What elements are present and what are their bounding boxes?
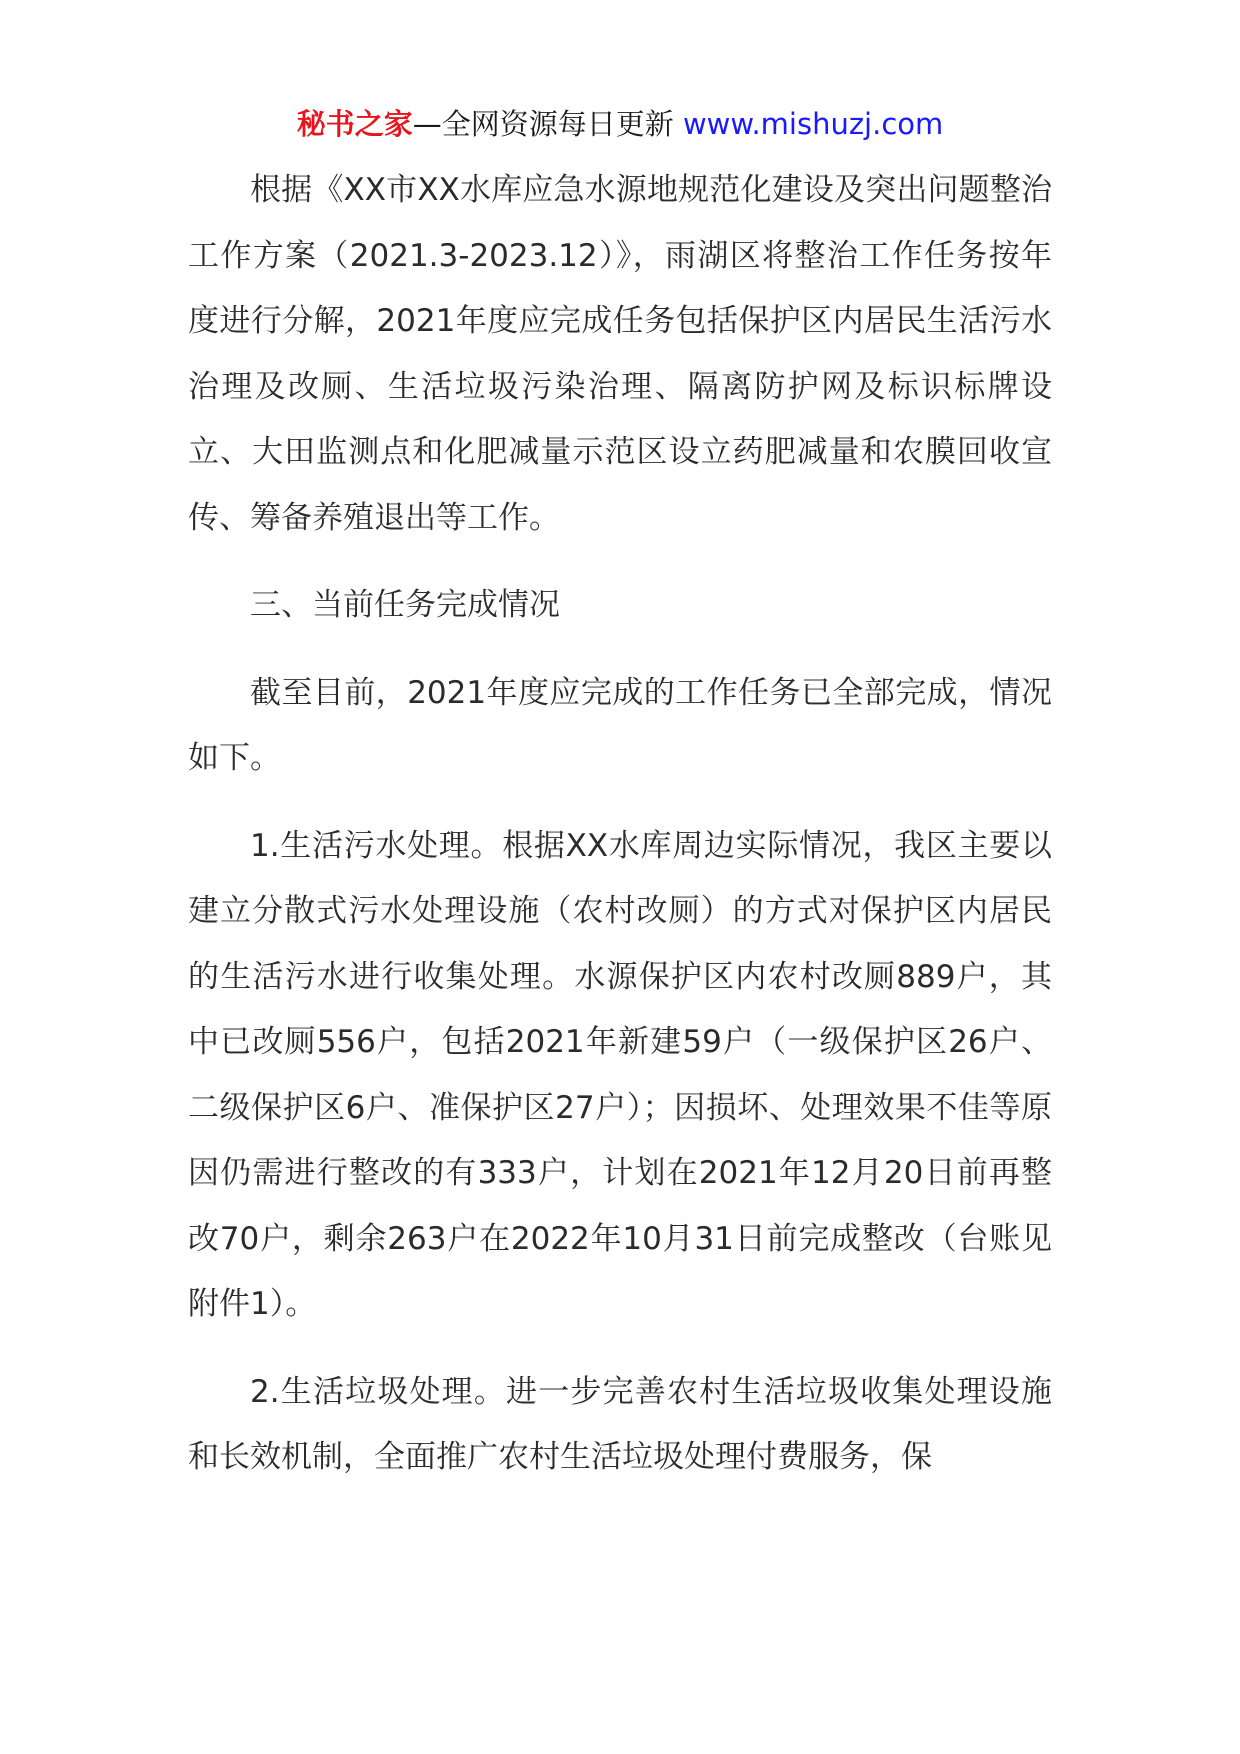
document-body bbox=[188, 158, 1052, 1491]
paragraph-garbage: 2.生活垃圾处理。进一步完善农村生活垃圾收集处理设施和长效机制，全面推广农村生活垃圾处理付费服务，保 bbox=[188, 1373, 1052, 1475]
site-header bbox=[0, 104, 1240, 144]
brand-name: 秘书之家 bbox=[296, 107, 413, 141]
paragraph-intro: 根据《XX市XX水库应急水源地规范化建设及突出问题整治工作方案（2021.3-2023.12）》，雨湖区将整治工作任务按年度进行分解，2021年度应完成任务包括保护区内居民生活污水治理及改厕、生活垃圾污染治理、隔离防护网及标识标牌设立、大田监测点和化肥减量示范区设立药肥减量和农膜回收宣传、筹备养殖退出等工作。 bbox=[188, 172, 1052, 536]
site-slogan: —全网资源每日更新 bbox=[412, 107, 683, 141]
paragraph-sewage: 1.生活污水处理。根据XX水库周边实际情况，我区主要以建立分散式污水处理设施（农村改厕）的方式对保护区内居民的生活污水进行收集处理。水源保护区内农村改厕889户，其中已改厕556户，包括2021年新建59户（一级保护区26户、二级保护区6户、准保护区27户）；因损坏、处理效果不佳等原因仍需进行整改的有333户，计划在2021年12月20日前再整改70户，剩余263户在2022年10月31日前完成整改（台账见附件1）。 bbox=[188, 827, 1052, 1322]
paragraph-summary: 截至目前，2021年度应完成的工作任务已全部完成，情况如下。 bbox=[188, 674, 1052, 776]
section-heading: 三、当前任务完成情况 bbox=[250, 587, 560, 623]
site-url-link[interactable]: www.mishuzj.com bbox=[682, 107, 944, 141]
